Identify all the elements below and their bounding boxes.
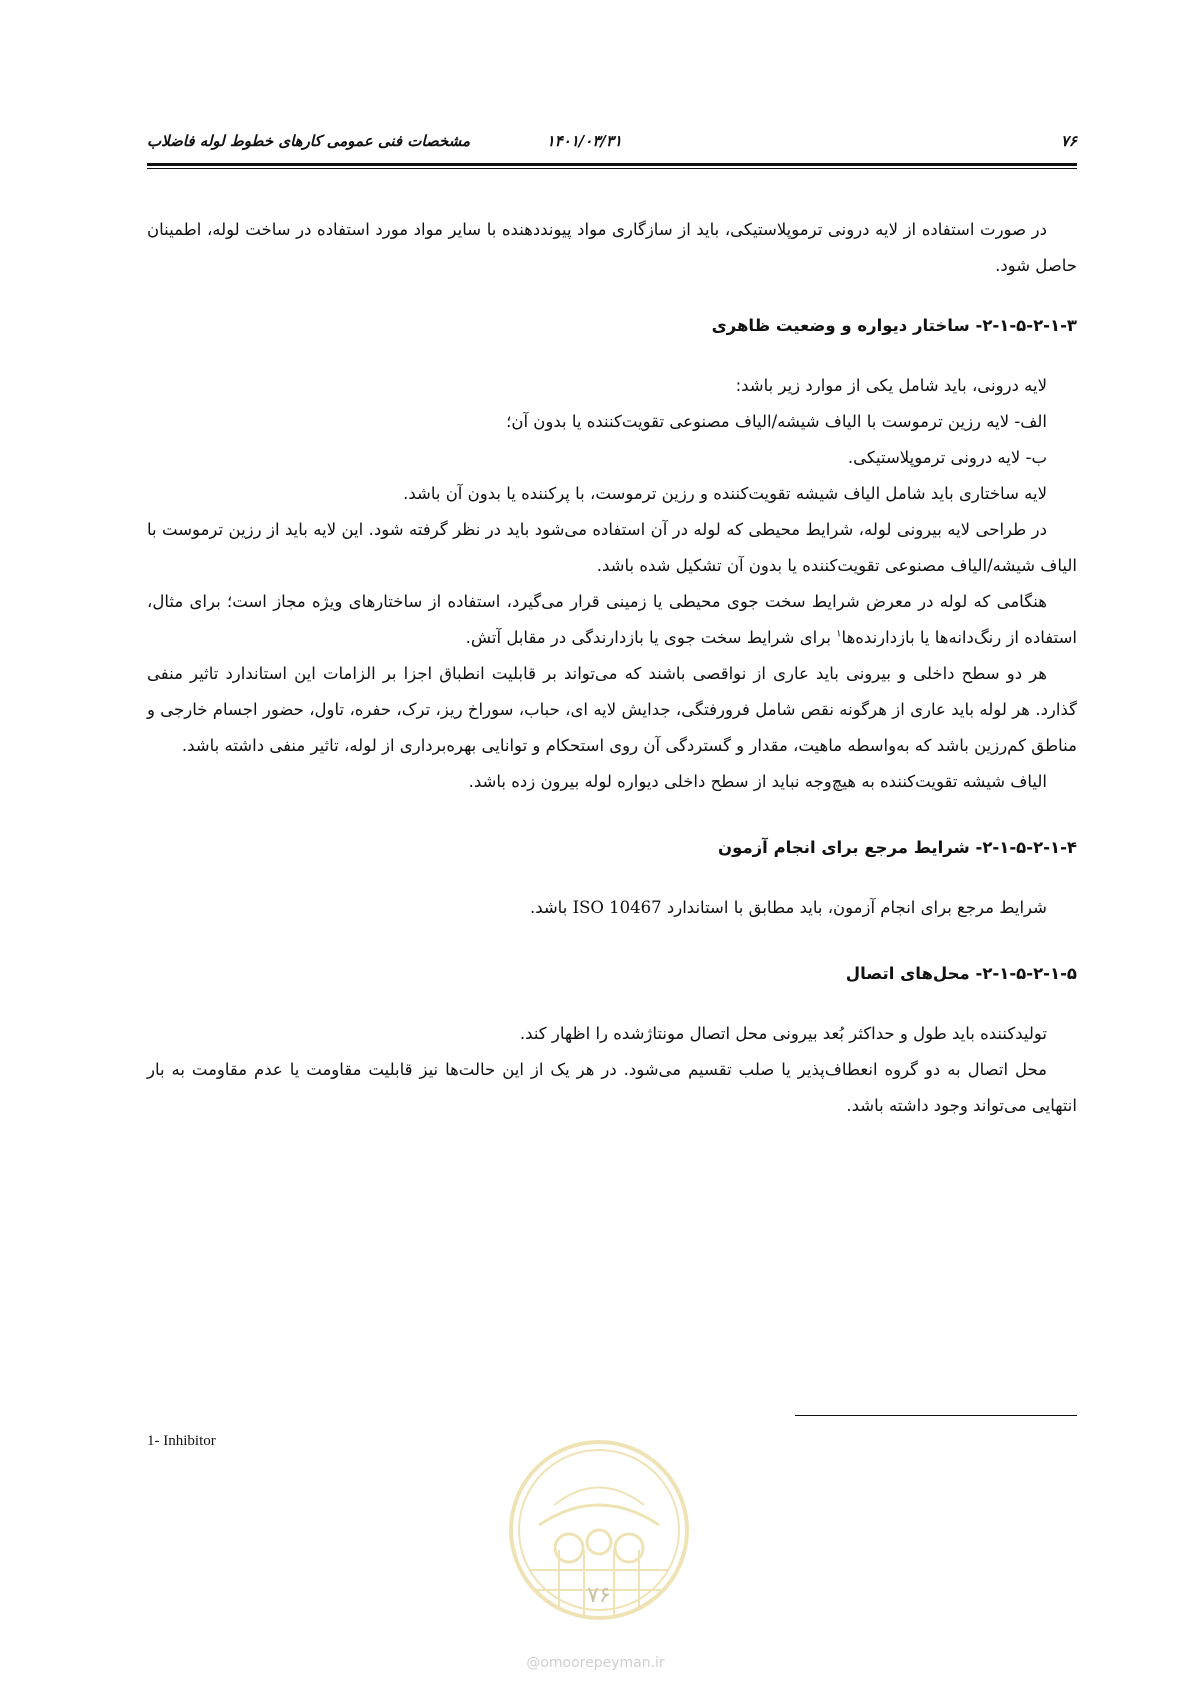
watermark-site: @omoorepeyman.ir bbox=[526, 1655, 665, 1671]
watermark-logo bbox=[499, 1430, 699, 1630]
section-heading-joints: ۲-۱-۵-۲-۱-۵- محل‌های اتصال bbox=[845, 964, 1077, 983]
list-item-b: ب- لایه درونی ترموپلاستیکی. bbox=[847, 448, 1047, 467]
watermark-page-number: ۷۶ bbox=[587, 1583, 611, 1608]
watermark-seal-icon bbox=[499, 1430, 699, 1630]
header-date: ۱۴۰۱/۰۳/۳۱ bbox=[546, 132, 622, 150]
outer-layer-paragraph: در طراحی لایه بیرونی لوله، شرایط محیطی که لوله در آن استفاده می‌شود باید در نظر گرفته شود. این لایه باید از رزین ترموست با الیاف شیشه/الیاف مصنوعی تقویت‌کننده یا بدون آن تشکیل شده باشد. bbox=[147, 520, 1077, 575]
standard-code: ISO 10467 bbox=[572, 898, 662, 917]
reference-paragraph bbox=[147, 890, 1077, 926]
reference-text-end: باشد. bbox=[529, 898, 573, 917]
header-rule-thick bbox=[147, 163, 1077, 166]
joint-paragraph-1: تولیدکننده باید طول و حداکثر بُعد بیرونی محل اتصال مونتاژشده را اظهار کند. bbox=[519, 1024, 1047, 1043]
surfaces-paragraph: هر دو سطح داخلی و بیرونی باید عاری از نواقصی باشند که می‌تواند بر قابلیت انطباق اجزا بر الزامات این استاندارد تاثیر منفی گذارد. هر لوله باید عاری از هرگونه نقص شامل فرورفتگی، جدایش لایه ای، حباب، سوراخ ریز، ترک، حفره، تاول، حضور اجسام خارجی و مناطق کم‌رزین باشد که به‌واسطه ماهیت، مقدار و گستردگی آن روی استحکام و توانایی بهره‌برداری از لوله، تاثیر منفی داشته باشد. bbox=[147, 664, 1077, 755]
joint-paragraph-2: محل اتصال به دو گروه انعطاف‌پذیر یا صلب تقسیم می‌شود. در هر یک از این حالت‌ها نیز قابلیت مقاومت یا عدم مقاومت به بار انتهایی می‌تواند وجود داشته باشد. bbox=[147, 1060, 1077, 1115]
footnote-marker: ۱ bbox=[836, 628, 842, 640]
inner-layer-intro: لایه درونی، باید شامل یکی از موارد زیر باشد: bbox=[735, 376, 1047, 395]
section-heading-reference: ۲-۱-۵-۲-۱-۴- شرایط مرجع برای انجام آزمون bbox=[718, 838, 1077, 857]
list-item-a: الف- لایه رزین ترموست با الیاف شیشه/الیاف مصنوعی تقویت‌کننده یا بدون آن؛ bbox=[506, 412, 1047, 431]
main-content bbox=[147, 212, 1077, 1124]
harsh-conditions-paragraph bbox=[147, 584, 1077, 656]
section-heading-wall: ۲-۱-۵-۲-۱-۳- ساختار دیواره و وضعیت ظاهری bbox=[711, 316, 1077, 335]
header-rule-thin bbox=[147, 168, 1077, 169]
fibers-paragraph: الیاف شیشه تقویت‌کننده به هیچ‌وجه نباید از سطح داخلی دیواره لوله بیرون زده باشد. bbox=[468, 772, 1047, 791]
structural-layer-paragraph: لایه ساختاری باید شامل الیاف شیشه تقویت‌کننده و رزین ترموست، با پرکننده یا بدون آن باشد. bbox=[403, 484, 1047, 503]
reference-text-start: شرایط مرجع برای انجام آزمون، باید مطابق با استاندارد bbox=[661, 898, 1047, 917]
harsh-text-end: برای شرایط سخت جوی یا بازدارندگی در مقابل آتش. bbox=[465, 628, 837, 647]
harsh-text-start: هنگامی که لوله در معرض شرایط سخت جوی محیطی یا زمینی قرار می‌گیرد، استفاده از ساختارهای ویژه مجاز است؛ برای مثال، استفاده از رنگ‌دانه‌ها یا بازدارنده‌ها bbox=[147, 592, 1077, 647]
page-header bbox=[147, 128, 1077, 154]
header-page-number: ۷۶ bbox=[1060, 132, 1077, 150]
footnote: 1- Inhibitor bbox=[147, 1433, 216, 1449]
intro-paragraph: در صورت استفاده از لایه درونی ترموپلاستیکی، باید از سازگاری مواد پیونددهنده با سایر مواد مورد استفاده در ساخت لوله، اطمینان حاصل شود. bbox=[147, 220, 1077, 275]
footnote-rule bbox=[795, 1415, 1077, 1416]
header-title: مشخصات فنی عمومی کارهای خطوط لوله فاضلاب bbox=[147, 132, 471, 150]
